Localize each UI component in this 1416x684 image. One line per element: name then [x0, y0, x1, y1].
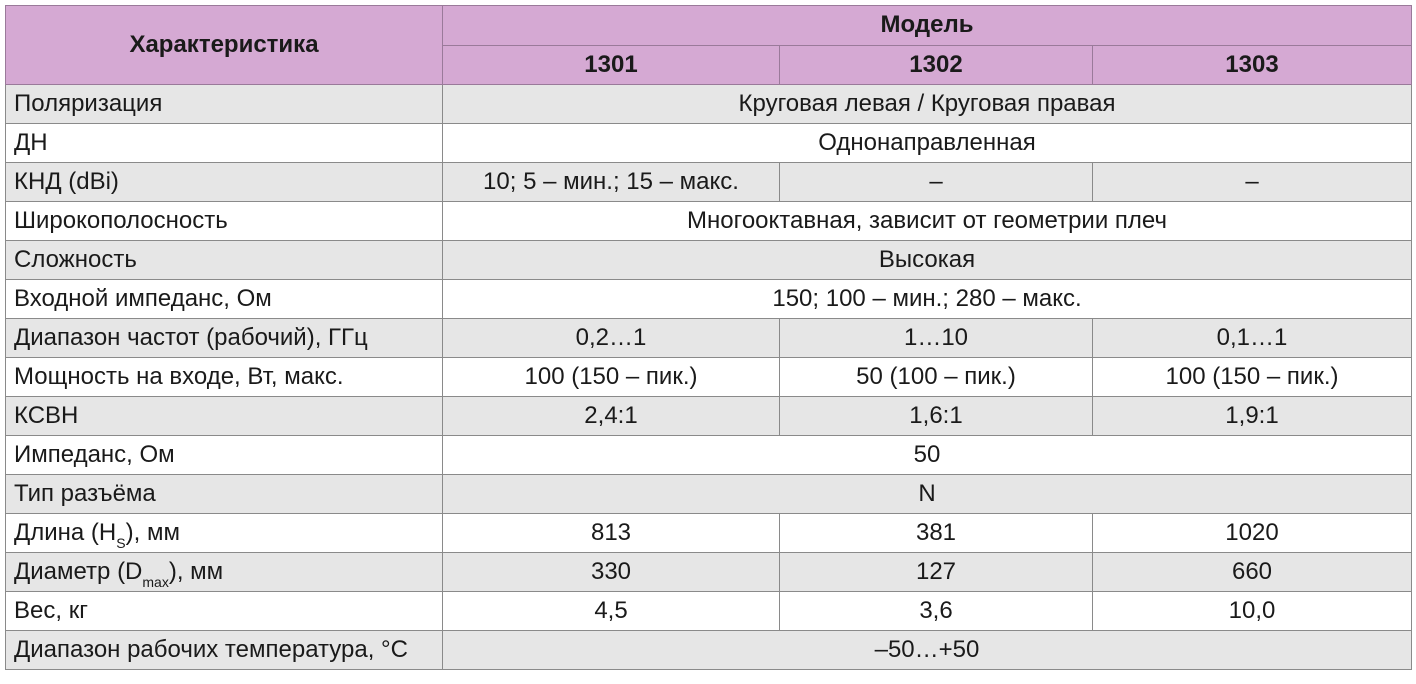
- header-model-1302: 1302: [780, 45, 1093, 85]
- row-value-1301: 10; 5 – мин.; 15 – макс.: [443, 163, 780, 202]
- table-row: [6, 592, 1412, 631]
- row-value-1302: 127: [780, 553, 1093, 592]
- row-value-1303: –: [1093, 163, 1412, 202]
- row-value: Многооктавная, зависит от геометрии плеч: [443, 202, 1412, 241]
- row-value-1303: 10,0: [1093, 592, 1412, 631]
- row-value-1303: 1020: [1093, 514, 1412, 553]
- table-row: [6, 514, 1412, 553]
- row-label: Широкополосность: [6, 202, 443, 241]
- row-value-1302: 3,6: [780, 592, 1093, 631]
- table-row: [6, 553, 1412, 592]
- spec-table: [5, 5, 1412, 670]
- header-model-1303: 1303: [1093, 45, 1412, 85]
- table-row: [6, 85, 1412, 124]
- table-row: [6, 241, 1412, 280]
- row-value-1301: 330: [443, 553, 780, 592]
- row-label-subscript: S: [116, 535, 126, 551]
- row-label-text-end: ), мм: [168, 558, 224, 585]
- row-value-1303: 0,1…1: [1093, 319, 1412, 358]
- row-value-1303: 660: [1093, 553, 1412, 592]
- table-row: [6, 280, 1412, 319]
- table-row: [6, 124, 1412, 163]
- table-row: [6, 475, 1412, 514]
- table-row: [6, 397, 1412, 436]
- table-row: [6, 436, 1412, 475]
- header-model-1301: 1301: [443, 45, 780, 85]
- row-value: N: [443, 475, 1412, 514]
- row-label-subscript: max: [142, 574, 169, 590]
- row-label: Импеданс, Ом: [6, 436, 443, 475]
- row-label: КСВН: [6, 397, 443, 436]
- row-label: Диапазон частот (рабочий), ГГц: [6, 319, 443, 358]
- row-label: Тип разъёма: [6, 475, 443, 514]
- row-label: Поляризация: [6, 85, 443, 124]
- row-value: Круговая левая / Круговая правая: [443, 85, 1412, 124]
- header-characteristic: Характеристика: [6, 6, 443, 85]
- row-label: [6, 514, 443, 553]
- table-row: [6, 358, 1412, 397]
- row-label-text: Диаметр (D: [14, 558, 143, 585]
- row-label-text-end: ), мм: [125, 519, 180, 546]
- row-label: [6, 553, 443, 592]
- row-label: КНД (dBi): [6, 163, 443, 202]
- table-row: [6, 163, 1412, 202]
- row-value: –50…+50: [443, 631, 1412, 670]
- row-label: Вес, кг: [6, 592, 443, 631]
- row-label: ДН: [6, 124, 443, 163]
- row-value-1303: 1,9:1: [1093, 397, 1412, 436]
- header-model: Модель: [443, 6, 1412, 46]
- row-label: Сложность: [6, 241, 443, 280]
- row-value: Однонаправленная: [443, 124, 1412, 163]
- row-label: Диапазон рабочих температура, °C: [6, 631, 443, 670]
- row-label-text: Длина (H: [14, 519, 117, 546]
- row-value: 150; 100 – мин.; 280 – макс.: [443, 280, 1412, 319]
- table-row: [6, 202, 1412, 241]
- row-value: 50: [443, 436, 1412, 475]
- table-row: [6, 631, 1412, 670]
- row-value-1303: 100 (150 – пик.): [1093, 358, 1412, 397]
- row-value-1301: 100 (150 – пик.): [443, 358, 780, 397]
- row-value-1302: 1,6:1: [780, 397, 1093, 436]
- table-row: [6, 319, 1412, 358]
- row-value-1302: –: [780, 163, 1093, 202]
- row-label: Мощность на входе, Вт, макс.: [6, 358, 443, 397]
- row-value: Высокая: [443, 241, 1412, 280]
- row-value-1302: 50 (100 – пик.): [780, 358, 1093, 397]
- row-value-1301: 4,5: [443, 592, 780, 631]
- row-value-1302: 381: [780, 514, 1093, 553]
- row-label: Входной импеданс, Ом: [6, 280, 443, 319]
- row-value-1301: 2,4:1: [443, 397, 780, 436]
- row-value-1301: 813: [443, 514, 780, 553]
- row-value-1301: 0,2…1: [443, 319, 780, 358]
- row-value-1302: 1…10: [780, 319, 1093, 358]
